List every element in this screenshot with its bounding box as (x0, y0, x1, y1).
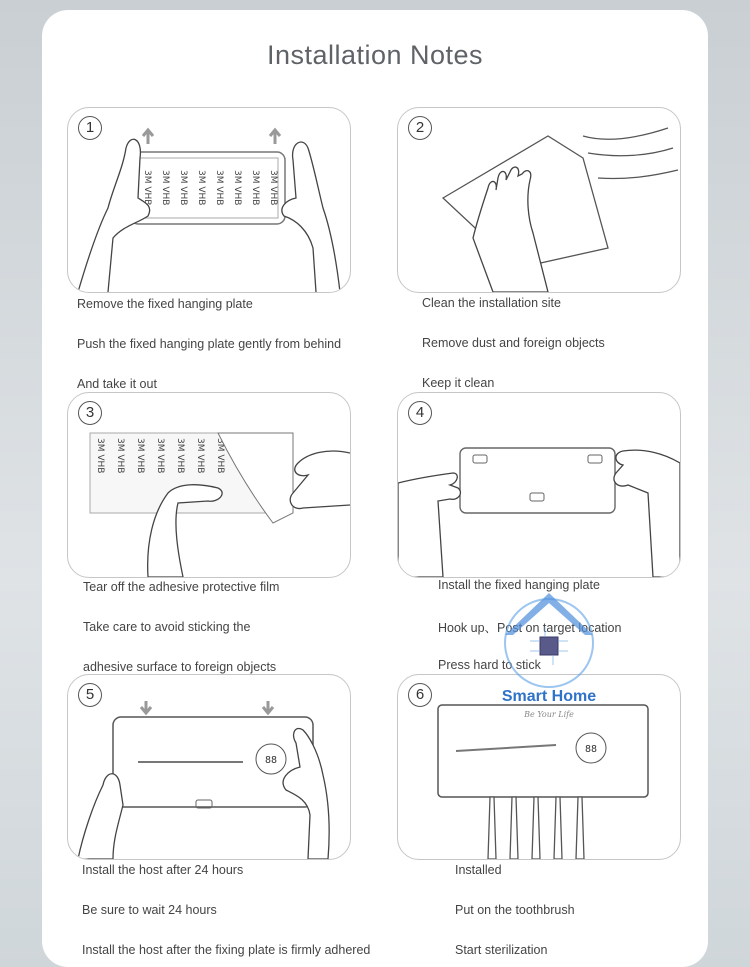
tape-label: 3M VHB (160, 170, 170, 206)
smart-home-watermark (490, 585, 608, 725)
step-2-line-3: Keep it clean (422, 376, 495, 390)
tape-label: 3M VHB (268, 170, 278, 206)
step-4-line-2: Hook up、Post on target location (438, 621, 622, 635)
step-2-line-2: Remove dust and foreign objects (422, 336, 605, 350)
step-5-line-2: Be sure to wait 24 hours (82, 903, 217, 917)
step-4-panel (397, 392, 681, 578)
page-title: Installation Notes (266, 40, 484, 70)
step-1-line-1: Remove the fixed hanging plate (77, 297, 253, 311)
step-5-line-1: Install the host after 24 hours (82, 863, 244, 877)
step-6-line-2: Put on the toothbrush (455, 903, 575, 917)
step-1-line-3: And take it out (77, 377, 157, 391)
tape-label: 3M VHB (214, 170, 224, 206)
tape-label: 3M VHB (215, 438, 225, 474)
step-3-line-2: Take care to avoid sticking the (83, 620, 251, 634)
remove-plate-illustration (68, 108, 350, 292)
step-4-line-3: Press hard to stick (438, 658, 541, 672)
install-plate-illustration (398, 393, 680, 577)
step-5-line-3: Install the host after the fixing plate is firmly adhered (82, 943, 371, 957)
tape-label: 3M VHB (135, 438, 145, 474)
watermark-title: Smart Home (501, 688, 597, 705)
step-4-number: 4 (408, 401, 432, 425)
tape-label: 3M VHB (250, 170, 260, 206)
tape-label: 3M VHB (155, 438, 165, 474)
display-digits: 88 (584, 744, 598, 755)
watermark-subtitle: Be Your Life (524, 710, 574, 719)
step-3-line-1: Tear off the adhesive protective film (83, 580, 280, 594)
step-3-panel (67, 392, 351, 578)
tear-film-illustration (68, 393, 350, 577)
step-2-line-1: Clean the installation site (422, 296, 561, 310)
step-1-number: 1 (78, 116, 102, 140)
tape-label: 3M VHB (195, 438, 205, 474)
tape-label: 3M VHB (142, 170, 152, 206)
step-6-line-3: Start sterilization (455, 943, 548, 957)
step-6-line-1: Installed (455, 863, 502, 877)
step-3-line-3: adhesive surface to foreign objects (83, 660, 277, 674)
house-icon (490, 585, 608, 690)
tape-label: 3M VHB (232, 170, 242, 206)
tape-label: 3M VHB (95, 438, 105, 474)
step-5-panel (67, 674, 351, 860)
step-1-line-2: Push the fixed hanging plate gently from behind (77, 337, 342, 351)
step-2-number: 2 (408, 116, 432, 140)
tape-label: 3M VHB (115, 438, 125, 474)
step-2-panel (397, 107, 681, 293)
step-5-number: 5 (78, 683, 102, 707)
step-6-number: 6 (408, 683, 432, 707)
step-3-number: 3 (78, 401, 102, 425)
tape-label: 3M VHB (178, 170, 188, 206)
tape-label: 3M VHB (175, 438, 185, 474)
install-host-illustration (68, 675, 350, 859)
step-4-line-1: Install the fixed hanging plate (438, 578, 600, 592)
display-digits: 88 (264, 755, 278, 766)
step-1-panel (67, 107, 351, 293)
tape-label: 3M VHB (196, 170, 206, 206)
clean-surface-illustration (398, 108, 680, 292)
